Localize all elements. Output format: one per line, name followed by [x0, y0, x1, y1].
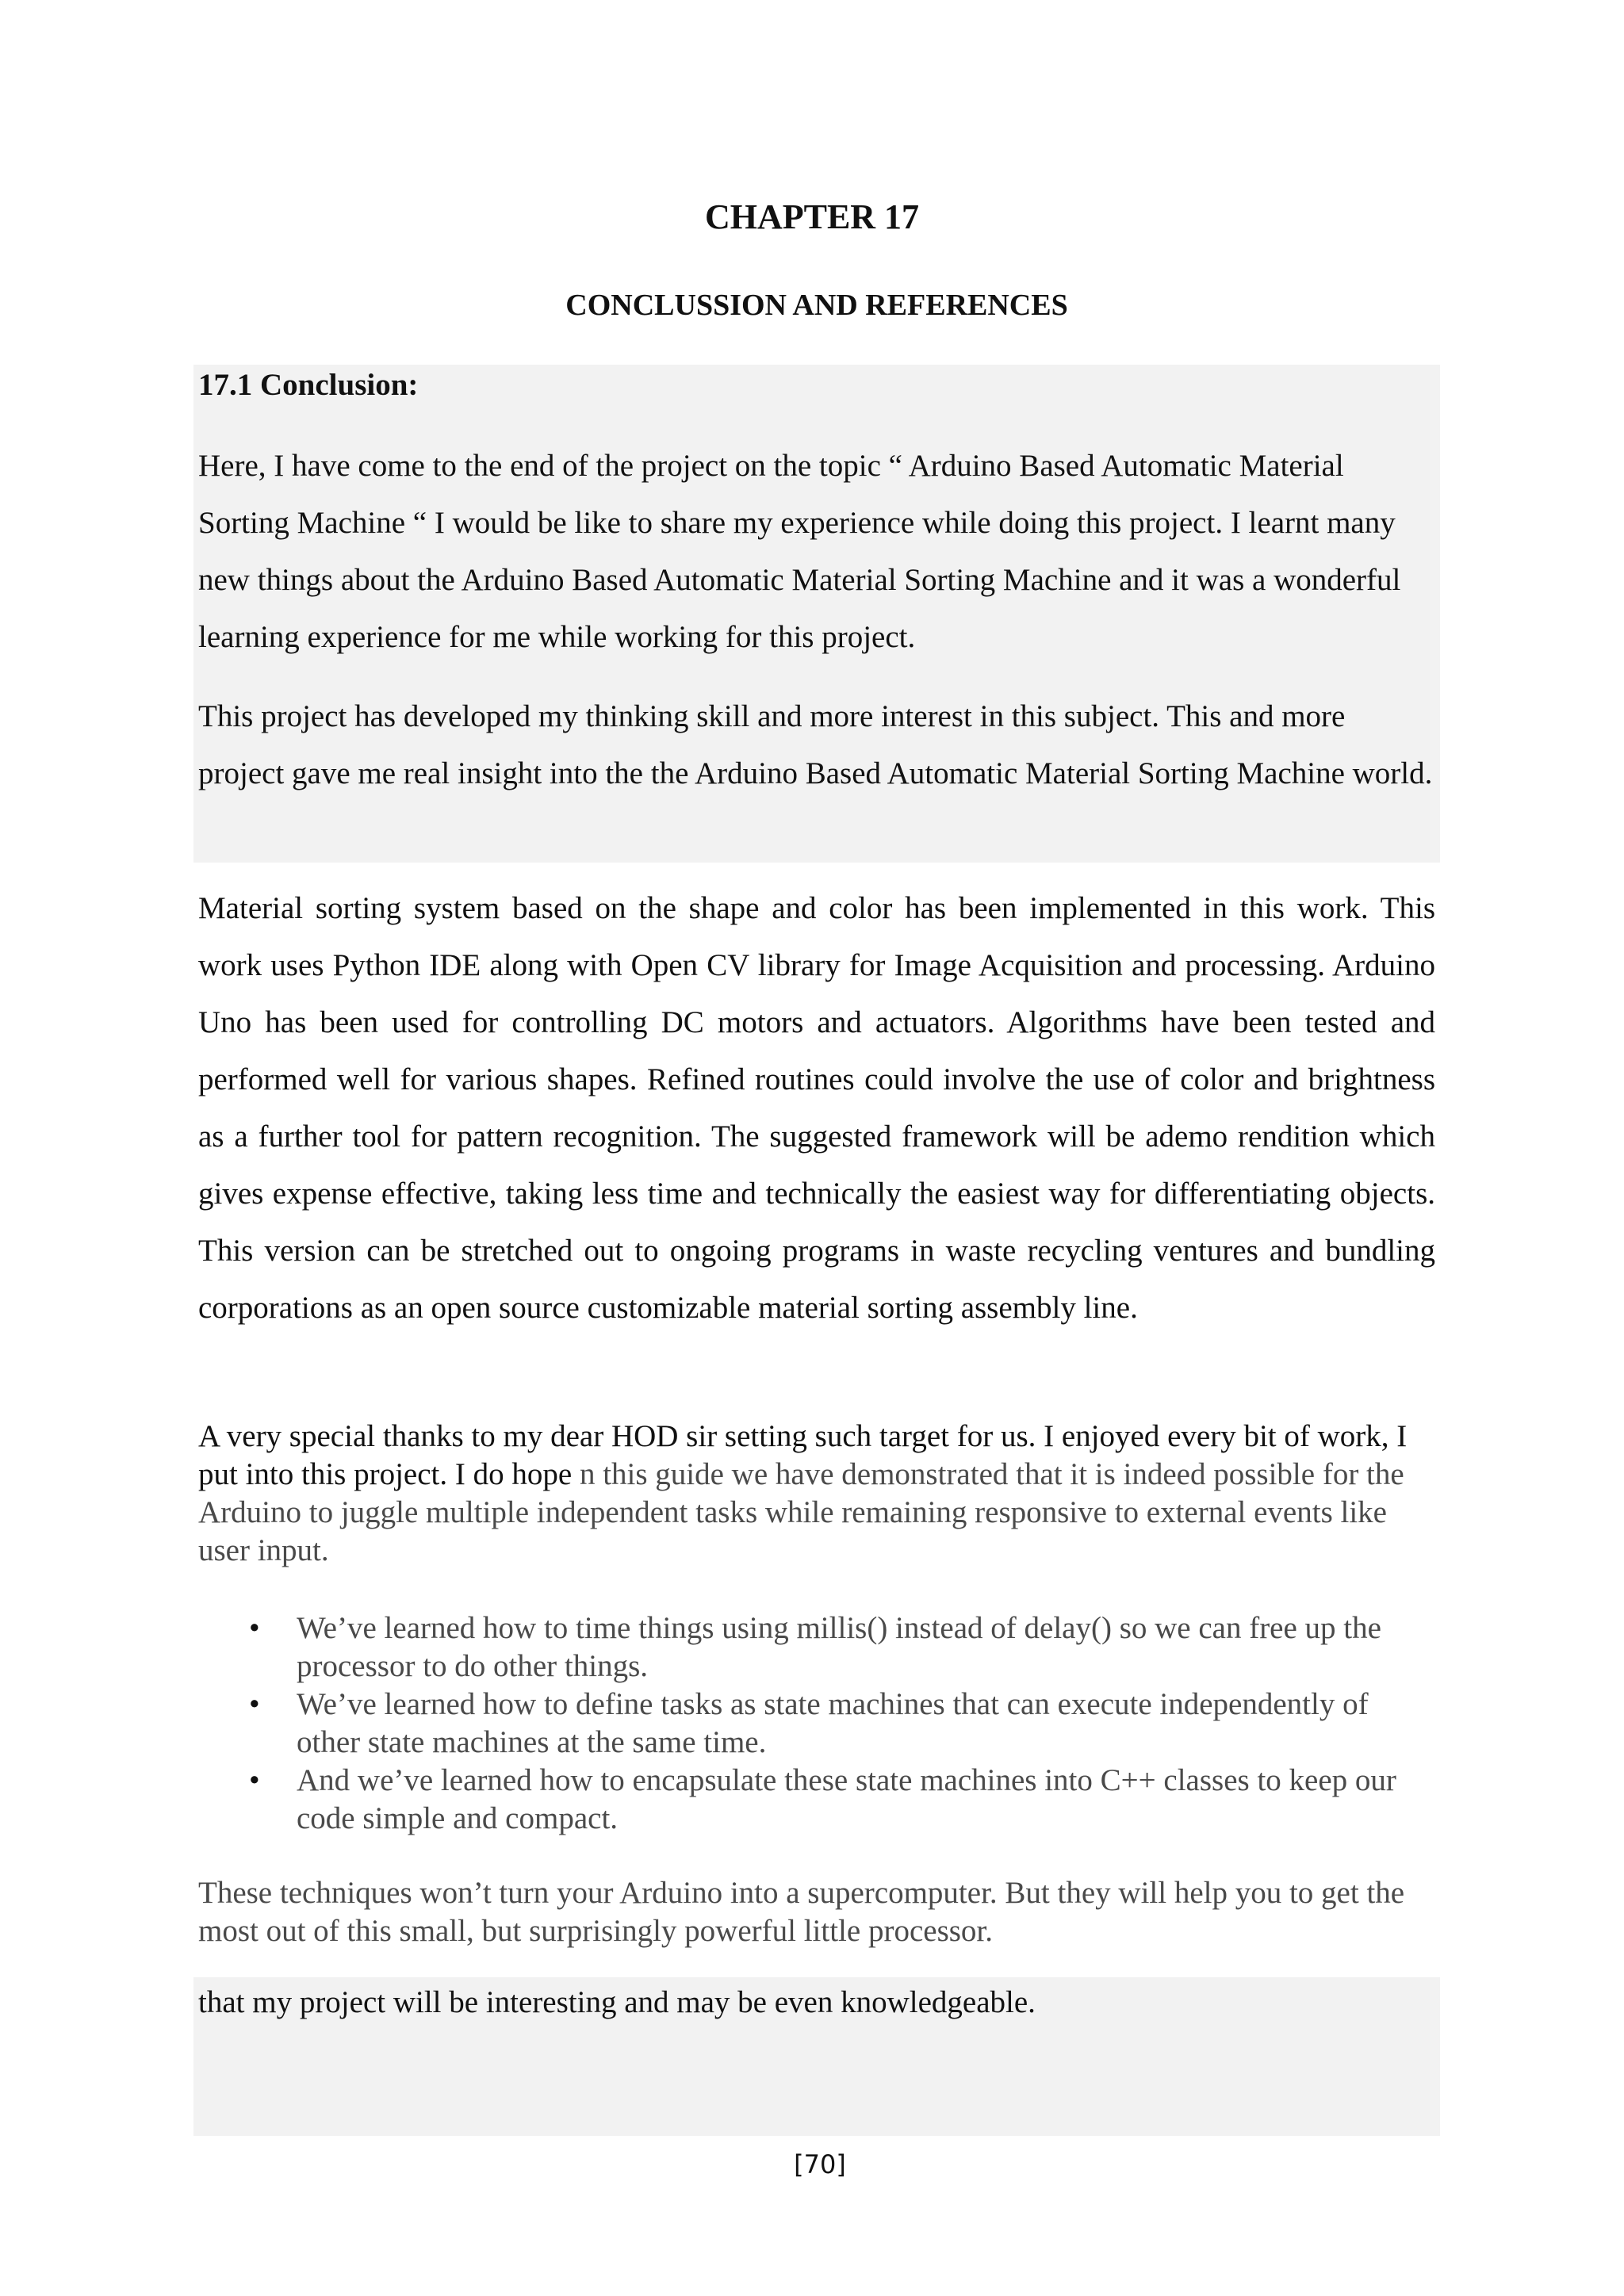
page-number: [70]: [794, 2149, 846, 2179]
lessons-list: [198, 1609, 1435, 1838]
paragraph-thanks-guide: n this guide we have demonstrated that it is indeed possible for the Arduino to juggle multiple independent tasks while remaining responsive to external events like user input.: [198, 1457, 1404, 1567]
list-item: [198, 1686, 1435, 1762]
paragraph-thanks: [198, 1418, 1435, 1570]
paragraph-system: Material sorting system based on the shape and color has been implemented in this work. This work uses Python IDE along with Open CV library for Image Acquisition and processing. Arduino Uno has been used for controlling DC motors and actuators. Algorithms have been tested and performed well for various shapes. Refined routines could involve the use of color and brightness as a further tool for pattern recognition. The suggested framework will be ademo rendition which gives expense effective, taking less time and technically the easiest way for differentiating objects. This version can be stretched out to ongoing programs in waste recycling ventures and bundling corporations as an open source customizable material sorting assembly line.: [198, 891, 1435, 1325]
bullet-marker: •: [249, 1687, 260, 1721]
bullet-marker: •: [249, 1763, 260, 1797]
paragraph-intro: Here, I have come to the end of the project on the topic “ Arduino Based Automatic Material Sorting Machine “ I would be like to share my experience while doing this project. I learnt many new things about the Arduino Based Automatic Material Sorting Machine and it was a wonderful learning experience for me while working for this project.: [198, 449, 1401, 654]
list-item-text: We’ve learned how to time things using millis() instead of delay() so we can free up the processor to do other things.: [297, 1611, 1381, 1683]
section-heading: 17.1 Conclusion:: [198, 368, 419, 402]
chapter-subtitle: CONCLUSSION AND REFERENCES: [565, 289, 1068, 322]
bullet-marker: •: [249, 1611, 260, 1645]
list-item: [198, 1762, 1435, 1838]
paragraph-skills: This project has developed my thinking skill and more interest in this subject. This and more project gave me real insight into the the Arduino Based Automatic Material Sorting Machine world.: [198, 699, 1433, 790]
list-item-text: And we’ve learned how to encapsulate these state machines into C++ classes to keep our code simple and compact.: [297, 1763, 1396, 1835]
chapter-title: CHAPTER 17: [704, 197, 920, 236]
paragraph-techniques: These techniques won’t turn your Arduino into a supercomputer. But they will help you to get the most out of this small, but surprisingly powerful little processor.: [198, 1876, 1405, 1948]
list-item-text: We’ve learned how to define tasks as state machines that can execute independently of other state machines at the same time.: [297, 1687, 1369, 1759]
paragraph-thanks-start: A very special thanks to my dear HOD sir setting such target for us. I enjoyed every bit of work, I put into this project. I do hope: [198, 1419, 1408, 1491]
list-item: [198, 1609, 1435, 1686]
paragraph-closing: that my project will be interesting and may be even knowledgeable.: [198, 1985, 1036, 2019]
